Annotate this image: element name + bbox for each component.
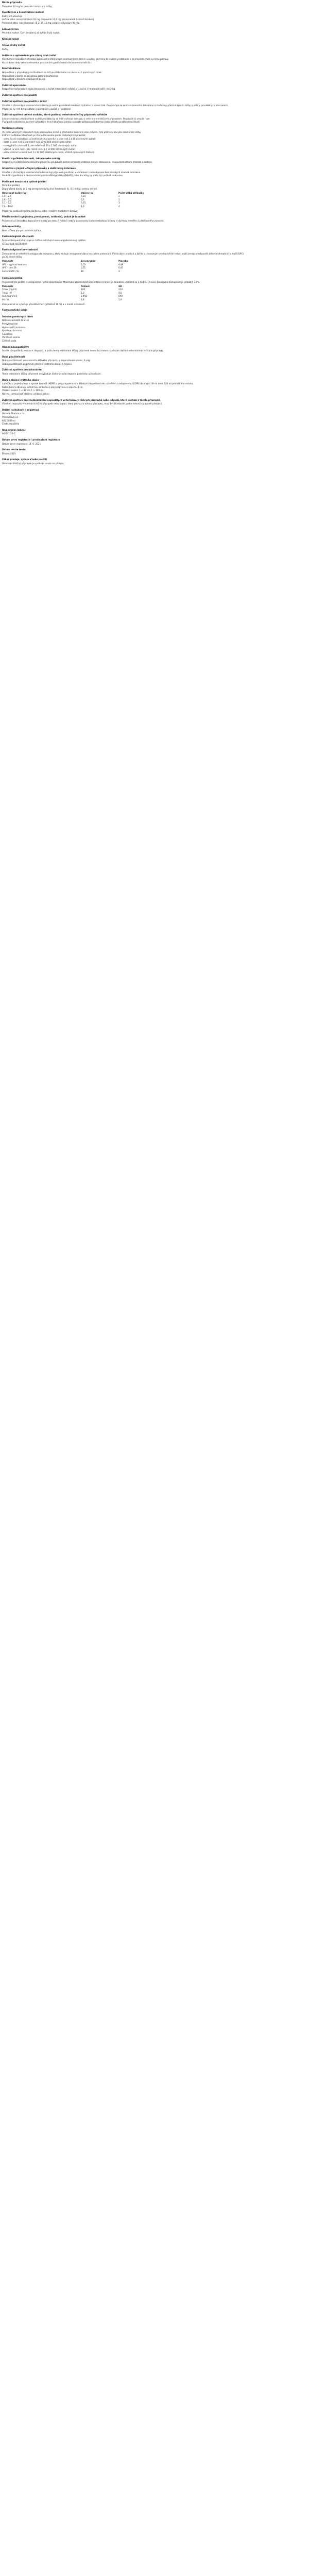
- paragraph: Souběžné podávání s nesteroidními protizánětlivými léky (NSAID) nebo diuretiky by mělo být pečlivě sledováno.: [2, 174, 124, 177]
- paragraph: Datum první registrace: 14. 6. 2021: [2, 442, 41, 445]
- section-heading: Cílové druhy zvířat: [2, 44, 25, 47]
- paragraph: - velmi vzácné (u méně než 1 z 10 000 ošetřených zvířat, včetně ojedinělých hlášení): [2, 151, 95, 154]
- paragraph: Všechen nepoužitý veterinární léčivý přípravek nebo odpad, který pochází z tohoto přípravku, musí být likvidován podle místních právních předpisů.: [2, 402, 163, 405]
- paragraph: Propylenglykol: [2, 322, 18, 325]
- paragraph: Ke zkrácení doby rekonvalescence po akutních gastrointestinálních onemocněních.: [2, 61, 92, 64]
- section-heading: Registrační číslo(a): [2, 428, 26, 431]
- table-cell: Počet dílků stříkačky: [118, 191, 144, 194]
- paragraph: Perorální podání.: [2, 184, 21, 187]
- table-cell: 40: [81, 269, 84, 273]
- paragraph: Kyselina citronová: [2, 329, 22, 332]
- table-cell: 5,1 – 7,5: [2, 201, 12, 205]
- table-cell: Zenepramid: [81, 260, 96, 263]
- paragraph: V případě náhodného pozření vyhledejte ihned lékařskou pomoc a ukažte příbalovou informaci nebo etiketu praktickému lékaři.: [2, 121, 140, 124]
- paragraph: Velikost balení: 1 × 30 ml, 1 × 100 ml.: [2, 389, 44, 392]
- paragraph: Zenepramid je selektivní antagonista receptoru, který snižuje intraglomerulární tlak a tím proteinurii. V klinických studiích u koček s chronickým onemocněním ledvin snížil zenepramid poměr bílkoviny/kreatinin v moči (UPC) po 28 dnech léčby.: [2, 252, 244, 259]
- table-cell: 0,52: [81, 263, 86, 266]
- paragraph: 602 00 Brno: [2, 419, 15, 422]
- section-heading: Datum revize textu: [2, 448, 26, 451]
- table-row: [2, 295, 166, 298]
- paragraph: Průmyslová 12: [2, 416, 18, 418]
- table-cell: 2,6 – 5,0: [2, 198, 12, 201]
- table-row: [2, 195, 166, 198]
- paragraph: Lidé se známou přecitlivělostí na léčivou látku by se měli vyhnout kontaktu s veterinárním léčivým přípravkem. Po použití si umyjte ruce.: [2, 117, 150, 120]
- table-cell: 0,49: [118, 263, 124, 266]
- paragraph: Doba použitelnosti veterinárního léčivého přípravku v neporušeném obalu: 3 roky.: [2, 359, 91, 362]
- paragraph: Hydroxyethylcelulosa: [2, 326, 25, 329]
- paragraph: Bezpečnost přípravku nebyla stanovena u koček mladších 6 měsíců a u koček s hmotností nižší než 2 kg.: [2, 88, 116, 91]
- section-heading: Kvalitativní a kvantitativní složení: [2, 11, 44, 14]
- section-heading: Interakce s jinými léčivými přípravky a další formy interakce: [2, 166, 76, 170]
- paragraph: Pomocné látky: natrii benzoas (E 211) 1,5 mg, propylenglycolum 80 mg: [2, 21, 80, 24]
- paragraph: Vetrona Pharma s.r.o.: [2, 412, 25, 415]
- section-heading: Zákaz prodeje, výdeje a/nebo použití: [2, 458, 47, 461]
- table-header-row: [2, 192, 166, 195]
- table-cell: 690: [118, 295, 123, 298]
- table-cell: Snížení UPC (%): [2, 269, 20, 273]
- table-cell: Parametr: [2, 260, 13, 263]
- paragraph: Přípravek by měl být používán s opatrností u koček s hypotenzí.: [2, 107, 72, 110]
- paragraph: - vzácné (u více než 1, ale méně než 10 z 10 000 ošetřených zvířat): [2, 147, 76, 150]
- section-heading: Zvláštní opatření pro zneškodňování nepoužitých veterinárních léčivých přípravků nebo odpadů, které pochází z těchto přípravků: [2, 398, 160, 401]
- table-row: [2, 292, 166, 295]
- paragraph: Zenepramid se vylučuje převážně žlučí (přibližně 70 %) a v menší míře močí.: [2, 302, 85, 306]
- table-header-row: [2, 285, 166, 289]
- table-cell: Tmax (h): [2, 291, 12, 294]
- section-heading: Název přípravku: [2, 1, 22, 4]
- paragraph: Natrium-benzoát (E 211): [2, 319, 29, 322]
- section-heading: Druh a složení vnitřního obalu: [2, 378, 39, 381]
- section-heading: Seznam pomocných látek: [2, 315, 33, 318]
- paragraph: Není určeno pro potravinová zvířata.: [2, 229, 42, 232]
- paragraph: Na trhu nemusí být všechny velikosti balení.: [2, 393, 50, 396]
- paragraph: - velmi časté (nežádoucí účinek(nky) se projevil(y) u více než 1 z 10 ošetřených zvířat): [2, 137, 96, 140]
- table-cell: Hmotnost kočky (kg): [2, 191, 28, 194]
- table-header-row: [2, 260, 166, 263]
- table-cell: 1: [118, 195, 120, 198]
- paragraph: Doporučená dávka je 1 mg zenepramidu/kg živé hmotnosti (tj. 0,1 ml/kg) jednou denně.: [2, 187, 98, 190]
- table-cell: 1,9: [118, 298, 122, 301]
- section-heading: Doba použitelnosti: [2, 355, 25, 358]
- table-cell: Placebo: [118, 260, 128, 263]
- table-cell: Parametr: [2, 284, 13, 287]
- table-cell: 210: [118, 288, 123, 291]
- table-cell: t½ (h): [2, 298, 9, 301]
- paragraph: Farmakoterapeutická skupina: Léčiva ovlivňující renin-angiotensinový systém.: [2, 239, 87, 242]
- section-heading: Farmakologické vlastnosti: [2, 235, 34, 238]
- table-cell: 0,25: [81, 195, 86, 198]
- paragraph: Zeneplex 10 mg/ml perorální roztok pro kočky: [2, 5, 52, 8]
- paragraph: Čištěná voda: [2, 339, 16, 342]
- data-table: [2, 192, 166, 209]
- table-row: [2, 298, 166, 302]
- table-cell: 2,0 – 2,5: [2, 195, 12, 198]
- paragraph: Sukralosa: [2, 332, 13, 335]
- table-cell: SD: [118, 284, 122, 287]
- table-row: [2, 270, 166, 274]
- table-cell: 7,6 – 10,0: [2, 205, 13, 208]
- section-heading: Nežádoucí účinky: [2, 127, 24, 130]
- data-table: [2, 285, 166, 302]
- data-table: [2, 260, 166, 273]
- section-heading: Indikace s upřesněním pro cílový druh zvířat: [2, 54, 57, 57]
- table-cell: 3: [118, 201, 120, 205]
- section-heading: Ochranné lhůty: [2, 225, 21, 228]
- section-heading: Hlavní inkompatibility: [2, 345, 29, 348]
- paragraph: Po podání až 5násobku doporučené dávky po dobu 6 měsíců nebyly pozorovány žádné nežádoucí účinky s výjimkou mírného a přechodného zvracení.: [2, 219, 164, 222]
- document: [0, 0, 309, 468]
- section-heading: Klinické údaje: [2, 37, 20, 40]
- paragraph: Léčivá látka: zenepramidum 10 mg (odpovídá 11,4 mg zenepramidi hydrochloridum): [2, 18, 94, 21]
- table-row: [2, 263, 166, 267]
- section-heading: Datum první registrace / prodloužení registrace: [2, 438, 60, 441]
- table-row: [2, 205, 166, 209]
- table-cell: 0,5: [118, 291, 122, 294]
- paragraph: Doba použitelnosti po prvním otevření vnitřního obalu: 6 měsíců.: [2, 362, 73, 365]
- paragraph: Přípravek podávejte přímo do tlamy nebo s malým množstvím krmiva.: [2, 209, 78, 212]
- table-cell: 0,5: [81, 198, 84, 201]
- table-cell: UPC – den 28: [2, 266, 16, 269]
- paragraph: Perorální roztok. Čirý, bezbarvý až světle žlutý roztok.: [2, 31, 60, 35]
- table-row: [2, 198, 166, 202]
- paragraph: Každý ml obsahuje:: [2, 14, 23, 18]
- paragraph: Nepoužívat v případech přecitlivělosti na léčivou látku nebo na některou z pomocných látek.: [2, 71, 102, 74]
- table-row: [2, 266, 166, 270]
- paragraph: - časté (u více než 1, ale méně než 10 ze 100 ošetřených zvířat): [2, 141, 72, 144]
- section-heading: Předávkování (symptomy, první pomoc, antidota), pokud je to nutné: [2, 215, 85, 218]
- table-cell: 0,31: [81, 266, 86, 269]
- section-heading: Zvláštní opatření pro použití: [2, 93, 37, 96]
- section-heading: Zvláštní opatření pro použití u zvířat: [2, 100, 47, 103]
- table-cell: 3 450: [81, 295, 87, 298]
- paragraph: Veterinární léčivý přípravek je vydáván pouze na předpis.: [2, 462, 64, 465]
- table-cell: Průměr: [81, 284, 90, 287]
- paragraph: Kočky.: [2, 47, 9, 50]
- paragraph: Česká republika: [2, 422, 20, 426]
- section-heading: Farmaceutické údaje: [2, 309, 27, 312]
- table-cell: 4: [118, 205, 120, 208]
- table-cell: 6,8: [81, 298, 84, 301]
- table-cell: 1,0: [81, 291, 84, 294]
- paragraph: - neobvyklé (u více než 1, ale méně než 10 z 1 000 ošetřených zvířat): [2, 144, 78, 147]
- table-cell: 4: [118, 269, 120, 273]
- table-cell: AUC (ng·h/ml): [2, 295, 18, 298]
- paragraph: ATCvet kód: QC09XX99: [2, 242, 27, 245]
- table-cell: 0,47: [118, 266, 124, 269]
- paragraph: Nepoužívat u koček se závažnou jaterní insuficiencí.: [2, 74, 59, 77]
- section-heading: Použití v průběhu březosti, laktace nebo snášky: [2, 157, 61, 160]
- paragraph: Bezpečnost veterinárního léčivého přípravku pro použití během březosti a laktace nebyla stanovena. Nepoužívat během březosti a laktace.: [2, 161, 153, 164]
- paragraph: Březen 2024: [2, 452, 16, 455]
- paragraph: Vanilkové aroma: [2, 336, 20, 339]
- paragraph: Každé balení obsahuje odměrnou stříkačku z polypropylenu o objemu 1 ml.: [2, 385, 83, 388]
- paragraph: Ve velmi vzácných případech bylo pozorováno mírné a přechodné zvracení nebo průjem. Tyto příznaky obvykle odezní bez léčby.: [2, 130, 142, 133]
- section-heading: Zvláštní upozornění: [2, 83, 26, 87]
- paragraph: Ke zmírnění klinických příznaků spojených s chronickým onemocněním ledvin u koček, zejména ke snížení proteinurie a ke zlepšení chuti k příjmu potravy.: [2, 58, 169, 61]
- section-heading: Kontraindikace: [2, 67, 21, 70]
- section-heading: Držitel rozhodnutí o registraci: [2, 408, 39, 411]
- paragraph: U koček s chronickým onemocněním ledvin byl přípravek používán v kombinaci s amlodipinem bez klinických známek interakce.: [2, 171, 141, 174]
- table-cell: 0,75: [81, 201, 86, 205]
- table-cell: Cmax (ng/ml): [2, 288, 17, 291]
- section-heading: Zvláštní opatření určené osobám, které podávají veterinární léčivý přípravek zvířatům: [2, 113, 108, 116]
- section-heading: Farmakokinetika: [2, 277, 23, 280]
- table-row: [2, 288, 166, 292]
- paragraph: U koček s chronickým onemocněním ledvin je nutné pravidelně sledovat hydrataci a krevní tlak. Doporučuje se kontrola sérového kreatininu a močoviny před zahájením léčby a poté v pravidelných intervalech.: [2, 104, 229, 107]
- table-cell: UPC – výchozí hodnota: [2, 263, 27, 266]
- paragraph: Lahvička z polyethylenu o vysoké hustotě (HDPE) s polypropylenovým dětským bezpečnostním uzávěrem a adaptérem z LDPE obsahující 30 ml nebo 100 ml perorálního roztoku.: [2, 382, 194, 385]
- paragraph: Nepoužívat u březích a laktujících koček.: [2, 78, 46, 81]
- table-cell: 2: [118, 198, 120, 201]
- paragraph: Četnost nežádoucích účinků je charakterizována podle následujících pravidel:: [2, 134, 86, 137]
- section-heading: Farmakodynamické vlastnosti: [2, 248, 39, 251]
- paragraph: Studie kompatibility nejsou k dispozici, a proto tento veterinární léčivý přípravek nesmí být mísen s žádnými dalšími veterinárními léčivými přípravky.: [2, 349, 164, 352]
- paragraph: 96/041/21-C: [2, 432, 15, 435]
- section-heading: Zvláštní opatření pro uchovávání: [2, 368, 43, 371]
- section-heading: Podávané množství a způsob podání: [2, 180, 47, 183]
- table-cell: Objem (ml): [81, 191, 95, 194]
- table-row: [2, 201, 166, 205]
- section-heading: Léková forma: [2, 27, 19, 30]
- table-cell: 820: [81, 288, 85, 291]
- paragraph: Po perorálním podání je zenepramid rychle absorbován. Maximální plazmatické koncentrace (Cmax) je dosaženo přibližně za 1 hodinu (Tmax). Biologická dostupnost je přibližně 33 %.: [2, 281, 200, 283]
- table-cell: 1,0: [81, 205, 84, 208]
- paragraph: Tento veterinární léčivý přípravek nevyžaduje žádné zvláštní teplotní podmínky uchovávání.: [2, 372, 101, 376]
